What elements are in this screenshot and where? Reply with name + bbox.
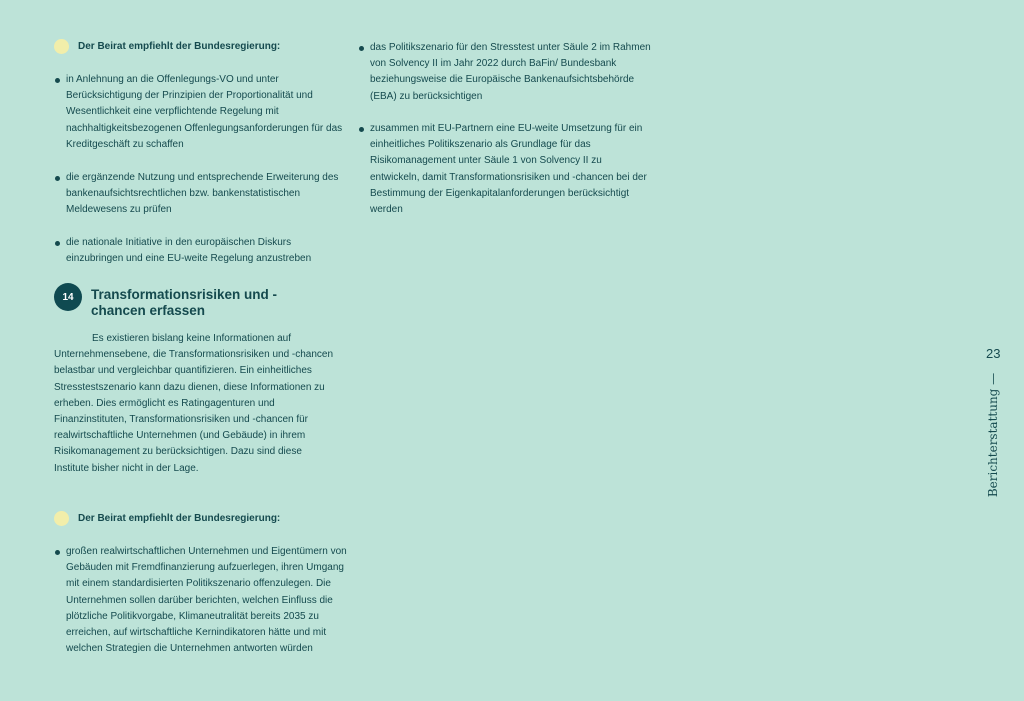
page-number: 23 — [986, 346, 1001, 361]
section-body: Es existieren bislang keine Informationen auf Unternehmensebene, die Transformationsrisiken und -chancen belastbar und vergleichbar quantifizieren. Ein einheitliches Stresstestszenario kann dazu dienen, diese Informationen zu erheben. Dies ermöglicht es Ratingagenturen und Finanzinstituten, Transformationsrisiken und -chancen für realwirtschaftliche Unternehmen (und Gebäude) in ihrem Risikomanagement zu berücksichtigen. Dazu sind diese Institute bisher nicht in der Lage. — [54, 333, 334, 474]
list-item: zusammen mit EU-Partnern eine EU-weite Umsetzung für ein einheitliches Politikszenario als Grundlage für das Risikomanagement unter Säule 1 von Solvency II zu entwickeln, damit Transformationsrisiken und -chancen bei der Bestimmung der Eigenkapitalanforderungen berücksichtigt werden — [358, 121, 652, 218]
list-item: in Anlehnung an die Offenlegungs-VO und unter Berücksichtigung der Prinzipien der Proportionalität und Wesentlichkeit eine verpflichtende Regelung mit nachhaltigkeitsbezogenen Offenlegungsanforderungen für das Kreditgeschäft zu schaffen — [54, 72, 348, 153]
recommendation-label: Der Beirat empfiehlt der Bundesregierung: — [78, 41, 281, 52]
circle-marker-icon — [54, 511, 69, 526]
section-number-badge: 14 — [54, 283, 82, 311]
list-item: die nationale Initiative in den europäischen Diskurs einzubringen und eine EU-weite Regelung anzustreben — [54, 235, 348, 267]
list-item: die ergänzende Nutzung und entsprechende Erweiterung des bankenaufsichtsrechtlichen bzw. bankenstatistischen Meldewesens zu prüfen — [54, 170, 348, 219]
recommendation-header-2 — [54, 511, 280, 526]
running-section-label: Berichterstattung — — [986, 372, 1000, 498]
section-title: Transformationsrisiken und -chancen erfassen — [91, 287, 278, 318]
list-item: großen realwirtschaftlichen Unternehmen und Eigentümern von Gebäuden mit Fremdfinanzierung aufzuerlegen, ihren Umgang mit einem standardisierten Politikszenario offenzulegen. Die Unternehmen sollen darüber berichten, welchen Einfluss die plötzliche Politikvorgabe, Klimaneutralität bereits 2035 zu erreichen, auf wirtschaftliche Kernindikatoren hätte und mit welchen Strategien die Unternehmen antworten würden — [54, 544, 348, 657]
recommendation-header-1 — [54, 39, 280, 54]
circle-marker-icon — [54, 39, 69, 54]
recommendation-label: Der Beirat empfiehlt der Bundesregierung: — [78, 513, 281, 524]
list-item: das Politikszenario für den Stresstest unter Säule 2 im Rahmen von Solvency II im Jahr 2022 durch BaFin/ Bundesbank beziehungsweise die Europäische Bankenaufsichtsbehörde (EBA) zu berücksichtigen — [358, 40, 652, 105]
section-heading — [54, 283, 291, 319]
